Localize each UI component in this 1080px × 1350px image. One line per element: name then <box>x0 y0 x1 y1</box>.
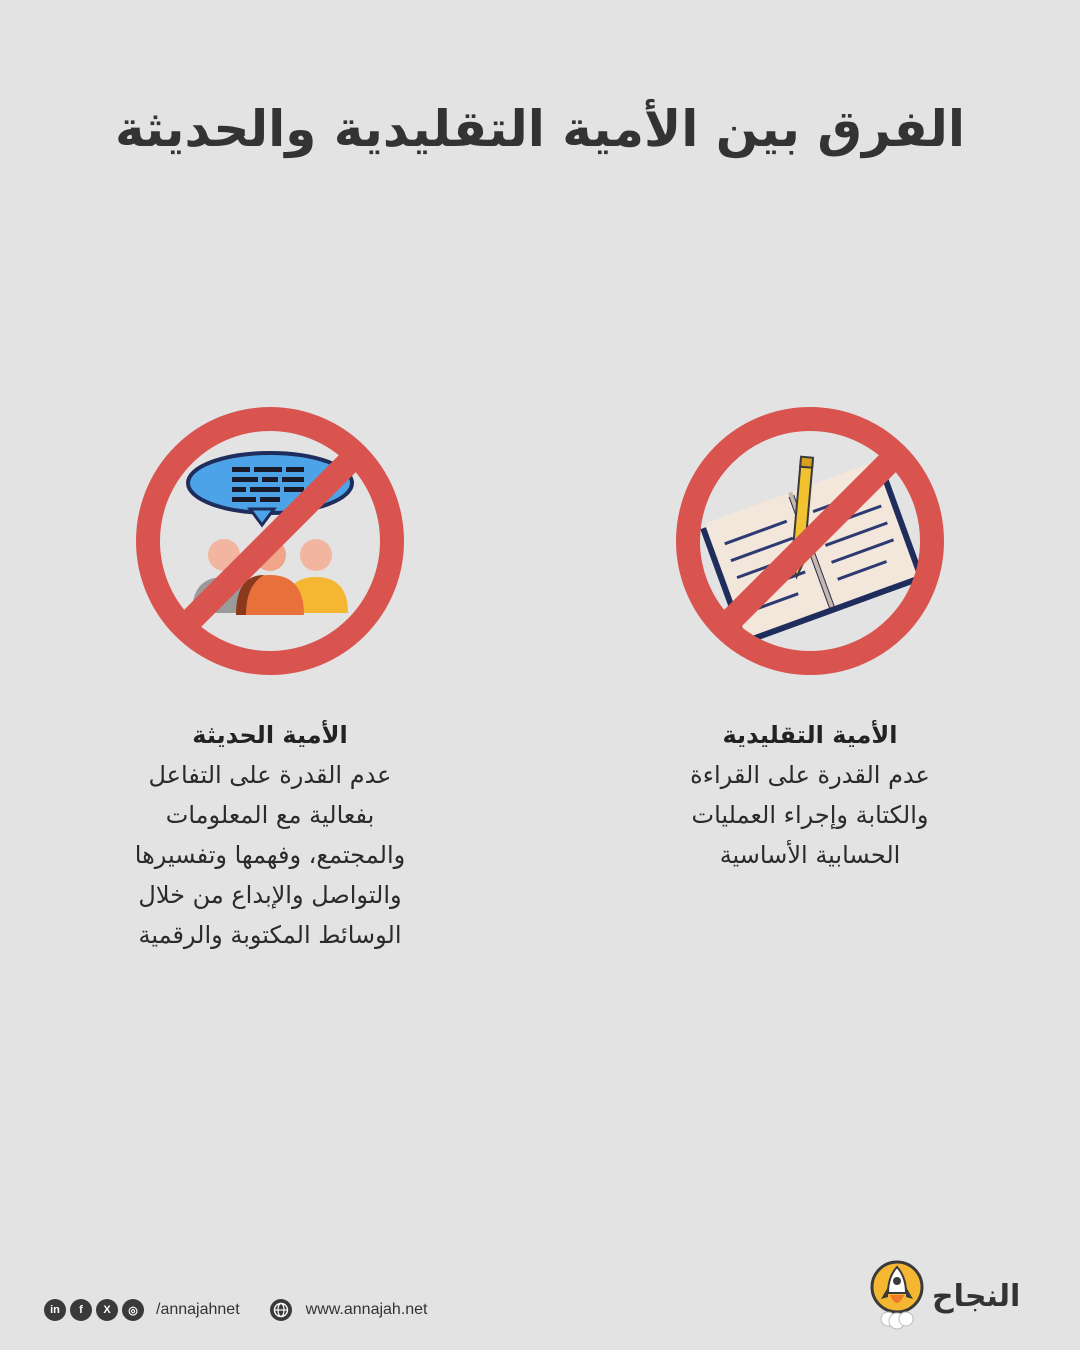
brand-logo <box>868 1256 1020 1336</box>
crossed-people-chat-icon <box>134 405 406 677</box>
brand-name: النجاح <box>932 1278 1021 1314</box>
facebook-icon[interactable]: f <box>70 1299 92 1321</box>
crossed-book-icon <box>674 405 946 677</box>
website-link[interactable]: www.annajah.net <box>305 1301 428 1318</box>
modern-line: والتواصل والإبداع من خلال <box>138 881 402 909</box>
traditional-illiteracy-card <box>630 405 990 875</box>
linkedin-icon[interactable]: in <box>44 1299 66 1321</box>
modern-line: بفعالية مع المعلومات <box>165 801 375 829</box>
modern-line: الوسائط المكتوبة والرقمية <box>138 921 402 949</box>
page-title: الفرق بين الأمية التقليدية والحديثة <box>114 100 966 158</box>
social-handle[interactable]: /annajahnet <box>156 1301 240 1318</box>
traditional-line: والكتابة وإجراء العمليات <box>691 801 929 829</box>
modern-line: عدم القدرة على التفاعل <box>148 761 392 789</box>
traditional-line: عدم القدرة على القراءة <box>690 761 930 789</box>
modern-illiteracy-card <box>90 405 450 955</box>
globe-icon <box>270 1299 292 1321</box>
x-icon[interactable]: X <box>96 1299 118 1321</box>
instagram-icon[interactable]: ◎ <box>122 1299 144 1321</box>
traditional-line: الحسابية الأساسية <box>719 841 901 869</box>
modern-line: والمجتمع، وفهمها وتفسيرها <box>134 841 406 869</box>
rocket-logo-icon <box>868 1257 926 1335</box>
traditional-heading: الأمية التقليدية <box>722 721 898 749</box>
footer-social <box>44 1298 428 1322</box>
modern-heading: الأمية الحديثة <box>192 721 348 749</box>
